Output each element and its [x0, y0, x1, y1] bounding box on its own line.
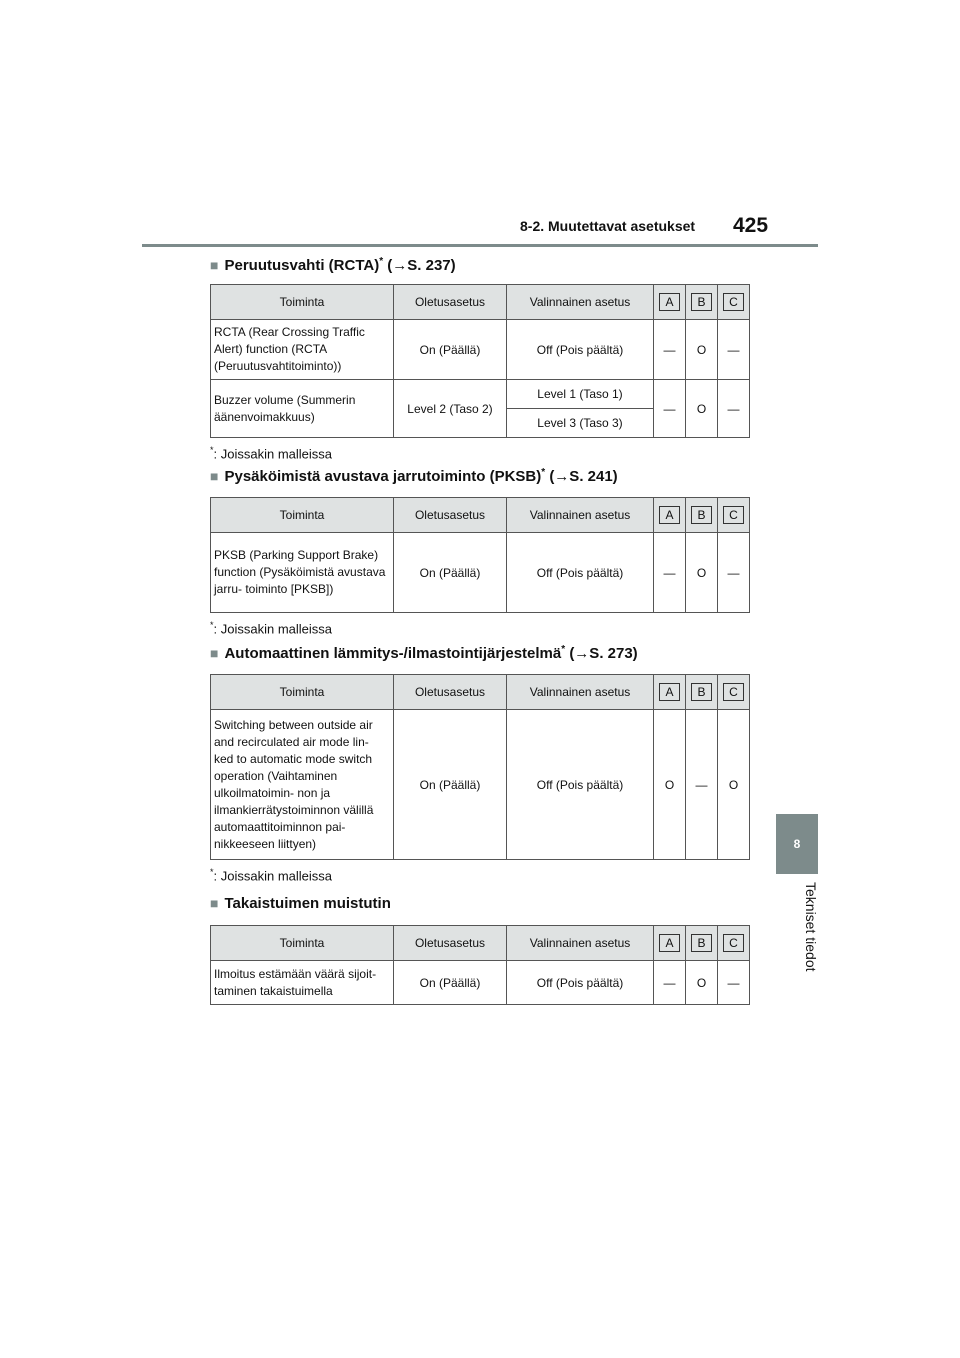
b-cell: O	[686, 320, 718, 380]
default-cell: On (Päällä)	[394, 710, 507, 860]
a-cell: —	[654, 380, 686, 438]
column-header-function: Toiminta	[211, 498, 394, 533]
default-cell: On (Päällä)	[394, 961, 507, 1005]
letter-c-box: C	[723, 683, 744, 701]
chapter-label: Tekniset tiedot	[803, 882, 819, 972]
footnote-marker: *	[541, 467, 546, 478]
page-number: 425	[733, 214, 769, 237]
letter-b-box: B	[691, 683, 712, 701]
column-header-c	[718, 926, 750, 961]
letter-b-box: B	[691, 934, 712, 952]
function-cell: RCTA (Rear Crossing Traffic Alert) function (RCTA (Peruutusvahtitoiminto))	[211, 320, 394, 380]
column-header-default: Oletusasetus	[394, 675, 507, 710]
a-cell: —	[654, 320, 686, 380]
column-header-b	[686, 926, 718, 961]
bullet-icon: ■	[210, 645, 219, 661]
chapter-tab: 8	[776, 814, 818, 874]
page-reference: (→S. 237)	[387, 257, 456, 274]
c-cell: —	[718, 961, 750, 1005]
footnote	[210, 445, 332, 461]
table-row	[211, 710, 750, 860]
footnote-marker: *	[210, 620, 214, 630]
optional-cell: Level 1 (Taso 1)	[507, 380, 654, 409]
column-header-optional: Valinnainen asetus	[507, 926, 654, 961]
optional-cell: Off (Pois päältä)	[507, 533, 654, 613]
function-cell: Buzzer volume (Summerin äänenvoimakkuus)	[211, 380, 394, 438]
bullet-icon: ■	[210, 895, 219, 911]
footnote-marker: *	[561, 644, 566, 655]
section-heading-pksb	[210, 467, 618, 485]
b-cell: O	[686, 961, 718, 1005]
section-title: Pysäköimistä avustava jarrutoiminto (PKSB)	[224, 468, 542, 485]
column-header-function: Toiminta	[211, 675, 394, 710]
column-header-default: Oletusasetus	[394, 926, 507, 961]
section-title: Takaistuimen muistutin	[224, 895, 391, 912]
letter-a-box: A	[659, 506, 680, 524]
table-row	[211, 380, 750, 409]
settings-table-rear-seat	[210, 925, 750, 1005]
bullet-icon: ■	[210, 257, 219, 273]
letter-a-box: A	[659, 293, 680, 311]
column-header-optional: Valinnainen asetus	[507, 675, 654, 710]
column-header-a	[654, 498, 686, 533]
column-header-b	[686, 498, 718, 533]
column-header-default: Oletusasetus	[394, 285, 507, 320]
letter-c-box: C	[723, 293, 744, 311]
function-cell: Ilmoitus estämään väärä sijoit- taminen takaistuimella	[211, 961, 394, 1005]
table-header-row	[211, 926, 750, 961]
footnote-marker: *	[210, 445, 214, 455]
b-cell: O	[686, 533, 718, 613]
footnote-text: : Joissakin malleissa	[213, 446, 333, 462]
footnote-text: : Joissakin malleissa	[213, 868, 333, 884]
column-header-c	[718, 675, 750, 710]
c-cell: —	[718, 380, 750, 438]
section-heading-rear-seat	[210, 895, 391, 912]
c-cell: O	[718, 710, 750, 860]
page-reference: (→S. 241)	[549, 468, 618, 485]
optional-cell: Level 3 (Taso 3)	[507, 409, 654, 438]
column-header-c	[718, 498, 750, 533]
column-header-a	[654, 675, 686, 710]
table-row	[211, 533, 750, 613]
letter-b-box: B	[691, 293, 712, 311]
header-rule	[142, 244, 818, 247]
default-cell: On (Päällä)	[394, 533, 507, 613]
b-cell: —	[686, 710, 718, 860]
footnote	[210, 620, 332, 636]
section-title: Automaattinen lämmitys-/ilmastointijärjestelmä	[224, 645, 562, 662]
section-header: 8-2. Muutettavat asetukset	[520, 218, 696, 234]
settings-table-climate	[210, 674, 750, 860]
column-header-default: Oletusasetus	[394, 498, 507, 533]
b-cell: O	[686, 380, 718, 438]
letter-c-box: C	[723, 934, 744, 952]
column-header-function: Toiminta	[211, 285, 394, 320]
optional-cell: Off (Pois päältä)	[507, 961, 654, 1005]
table-header-row	[211, 285, 750, 320]
footnote-marker: *	[379, 256, 384, 267]
column-header-function: Toiminta	[211, 926, 394, 961]
table-row	[211, 961, 750, 1005]
default-cell: Level 2 (Taso 2)	[394, 380, 507, 438]
section-title: Peruutusvahti (RCTA)	[224, 257, 380, 274]
letter-b-box: B	[691, 506, 712, 524]
settings-table-pksb	[210, 497, 750, 613]
section-heading-climate	[210, 644, 638, 662]
default-cell: On (Päällä)	[394, 320, 507, 380]
settings-table-rcta	[210, 284, 750, 438]
table-header-row	[211, 675, 750, 710]
footnote-marker: *	[210, 867, 214, 877]
column-header-a	[654, 285, 686, 320]
c-cell: —	[718, 320, 750, 380]
a-cell: O	[654, 710, 686, 860]
c-cell: —	[718, 533, 750, 613]
a-cell: —	[654, 533, 686, 613]
optional-cell: Off (Pois päältä)	[507, 320, 654, 380]
column-header-b	[686, 675, 718, 710]
column-header-optional: Valinnainen asetus	[507, 285, 654, 320]
column-header-optional: Valinnainen asetus	[507, 498, 654, 533]
footnote-text: : Joissakin malleissa	[213, 621, 333, 637]
letter-c-box: C	[723, 506, 744, 524]
footnote	[210, 867, 332, 883]
page-reference: (→S. 273)	[569, 645, 638, 662]
column-header-a	[654, 926, 686, 961]
letter-a-box: A	[659, 934, 680, 952]
bullet-icon: ■	[210, 468, 219, 484]
table-header-row	[211, 498, 750, 533]
function-cell: Switching between outside air and recirculated air mode lin- ked to automatic mode switch operation (Vaihtaminen ulkoilmatoimin- non ja ilmankierrätystoiminnon välillä automaattitoiminnon pai- nikkeeseen liittyen)	[211, 710, 394, 860]
column-header-b	[686, 285, 718, 320]
table-row	[211, 320, 750, 380]
optional-cell: Off (Pois päältä)	[507, 710, 654, 860]
function-cell: PKSB (Parking Support Brake) function (Pysäköimistä avustava jarru- toiminto [PKSB])	[211, 533, 394, 613]
section-heading-rcta	[210, 256, 456, 274]
column-header-c	[718, 285, 750, 320]
a-cell: —	[654, 961, 686, 1005]
letter-a-box: A	[659, 683, 680, 701]
